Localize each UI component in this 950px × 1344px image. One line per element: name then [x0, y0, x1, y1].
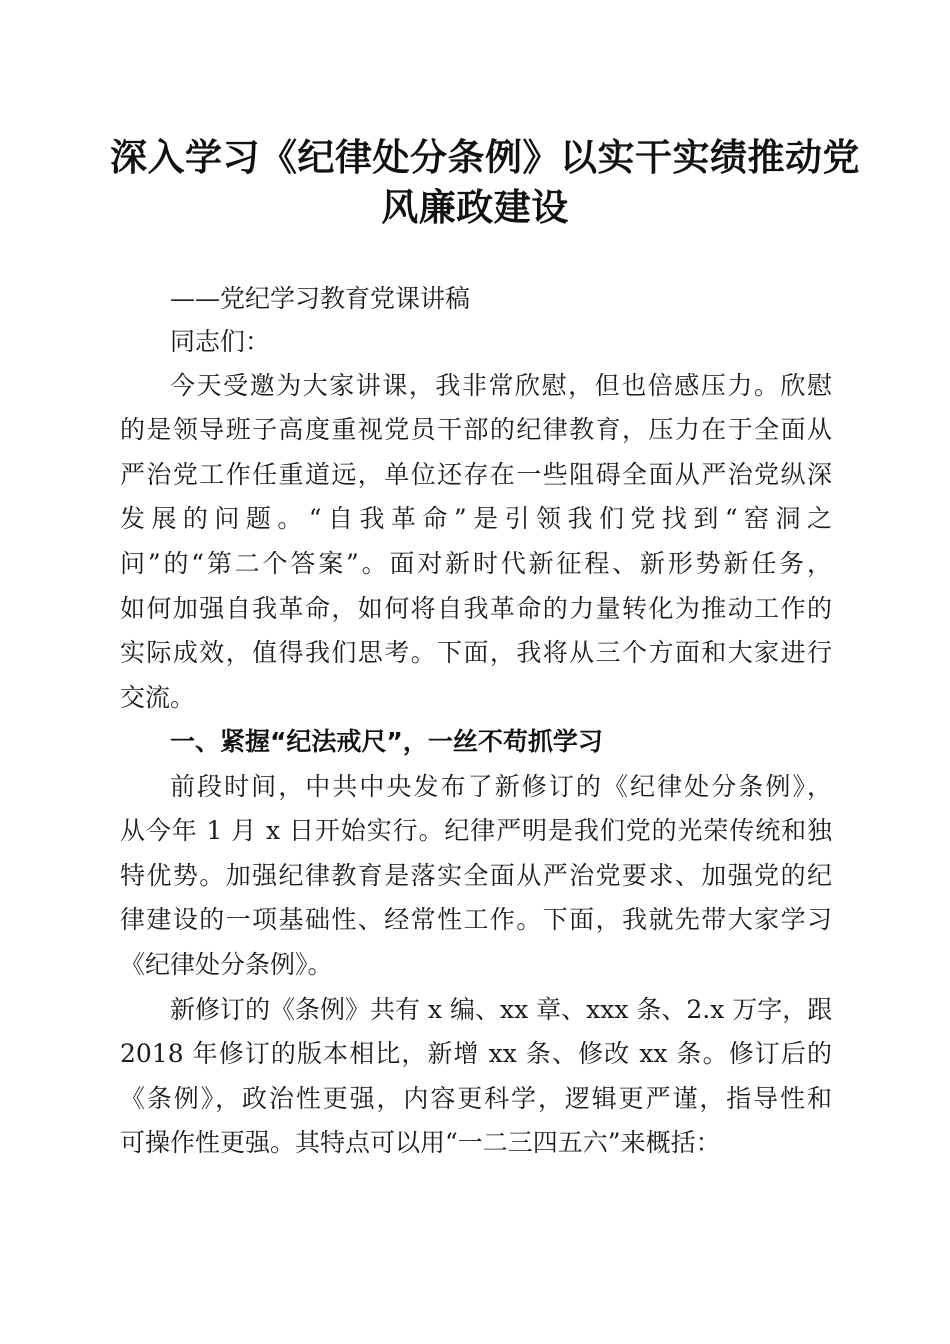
paragraph-line: 交流。: [120, 683, 196, 712]
paragraph-line: 发展的问题。“自我革命”是引领我们党找到“窑洞之: [120, 504, 832, 533]
paragraph-line: 律建设的一项基础性、经常性工作。下面，我就先带大家学习: [120, 905, 832, 934]
paragraph-line: 前段时间，中共中央发布了新修订的《纪律处分条例》，: [170, 772, 832, 801]
paragraph-line: 的是领导班子高度重视党员干部的纪律教育，压力在于全面从: [120, 415, 832, 444]
subtitle: ——党纪学习教育党课讲稿: [170, 284, 471, 313]
section-heading: 一、紧握“纪法戒尺”，一丝不苟抓学习: [170, 727, 603, 756]
paragraph-line: 从今年 1 月 x 日开始实行。纪律严明是我们党的光荣传统和独: [120, 816, 832, 845]
title-line: 深入学习《纪律处分条例》以实干实绩推动党: [110, 135, 860, 179]
paragraph-line: 实际成效，值得我们思考。下面，我将从三个方面和大家进行: [120, 638, 832, 667]
paragraph-line: 2018 年修订的版本相比，新增 xx 条、修改 xx 条。修订后的: [120, 1039, 832, 1068]
paragraph-line: 特优势。加强纪律教育是落实全面从严治党要求、加强党的纪: [120, 861, 832, 890]
paragraph-line: 可操作性更强。其特点可以用“一二三四五六”来概括：: [120, 1128, 721, 1157]
salutation: 同志们：: [170, 327, 271, 356]
paragraph-line: 《纪律处分条例》。: [120, 950, 333, 979]
paragraph-line: 问”的“第二个答案”。面对新时代新征程、新形势新任务，: [120, 549, 832, 578]
document-title: [110, 132, 860, 232]
title-line: 风廉政建设: [381, 185, 569, 229]
paragraph-line: 如何加强自我革命，如何将自我革命的力量转化为推动工作的: [120, 594, 832, 623]
paragraph-line: 《条例》，政治性更强，内容更科学，逻辑更严谨，指导性和: [120, 1084, 832, 1113]
paragraph-line: 新修订的《条例》共有 x 编、xx 章、xxx 条、2.x 万字，跟: [170, 995, 832, 1024]
paragraph-line: 严治党工作任重道远，单位还存在一些阻碍全面从严治党纵深: [120, 460, 832, 489]
paragraph-line: 今天受邀为大家讲课，我非常欣慰，但也倍感压力。欣慰: [170, 371, 832, 400]
